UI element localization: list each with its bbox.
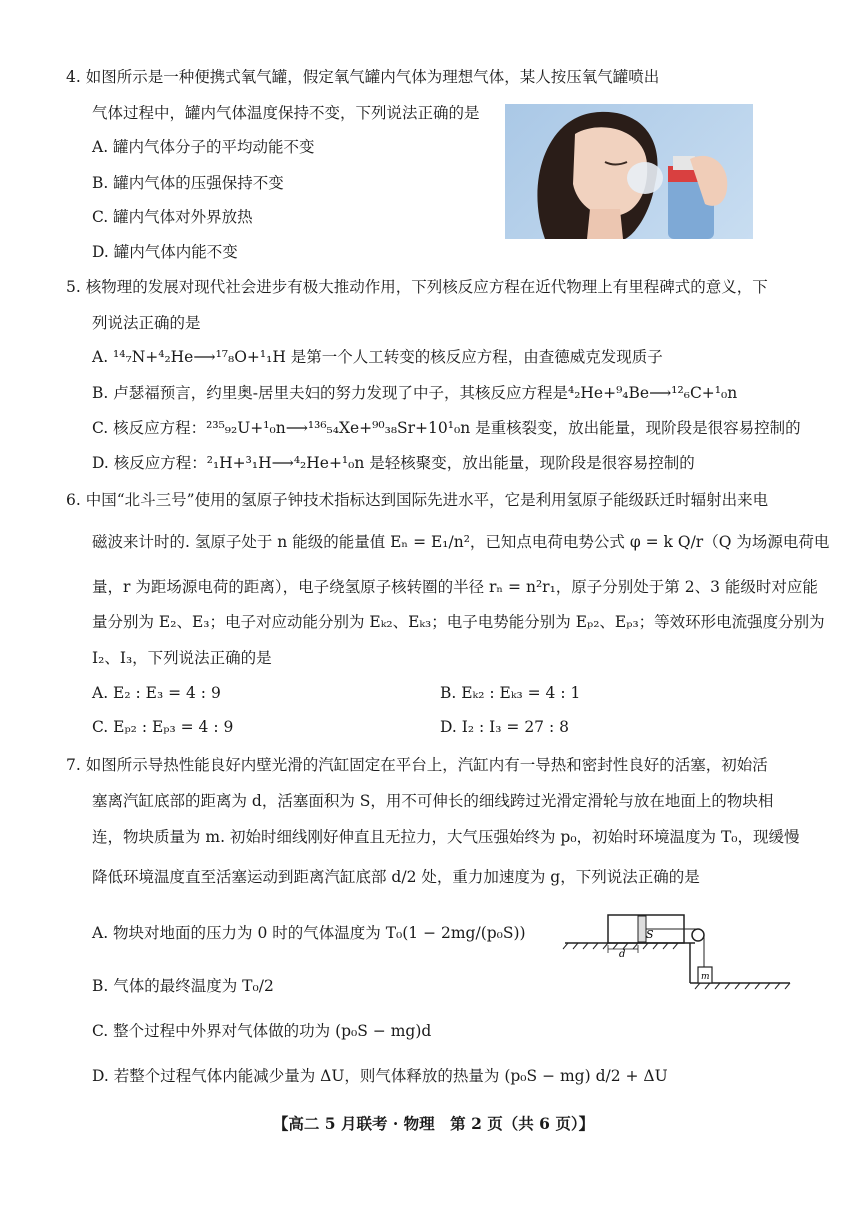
q7-stem-line4: 降低环境温度直至活塞运动到距离汽缸底部 d/2 处，重力加速度为 g，下列说法正确的是 xyxy=(92,868,700,886)
q7-stem-line3: 连，物块质量为 m. 初始时细线刚好伸直且无拉力，大气压强始终为 p₀，初始时环境温度为 T₀，现缓慢 xyxy=(92,828,800,846)
q7-option-d: D. 若整个过程气体内能减少量为 ΔU，则气体释放的热量为 (p₀S − mg) d/2 + ΔU xyxy=(92,1067,668,1085)
q6-stem-line3: 量，r 为距场源电荷的距离），电子绕氢原子核转圈的半径 rₙ = n²r₁，原子分别处于第 2、3 能级时对应能 xyxy=(92,578,818,596)
q6-option-d: D. I₂ : I₃ = 27 : 8 xyxy=(440,718,569,736)
q6-stem-line5: I₂、I₃，下列说法正确的是 xyxy=(92,649,272,667)
page-footer: 【高二 5 月联考 · 物理 第 2 页（共 6 页）】 xyxy=(272,1114,595,1133)
q5-option-a: A. ¹⁴₇N+⁴₂He⟶¹⁷₈O+¹₁H 是第一个人工转变的核反应方程，由查德威克发现质子 xyxy=(92,348,663,366)
q6-option-c: C. Eₚ₂ : Eₚ₃ = 4 : 9 xyxy=(92,718,234,736)
q7-option-c: C. 整个过程中外界对气体做的功为 (p₀S − mg)d xyxy=(92,1022,432,1040)
q6-stem-line2: 磁波来计时的. 氢原子处于 n 能级的能量值 Eₙ = E₁/n²，已知点电荷电势公式 φ = k Q/r（Q 为场源电荷电 xyxy=(92,533,830,551)
block-mass-label: m xyxy=(701,972,710,982)
woman-inhaling-oxygen-illustration xyxy=(505,104,753,239)
q7-option-a: A. 物块对地面的压力为 0 时的气体温度为 T₀(1 − 2mg/(p₀S)) xyxy=(92,924,526,942)
q6-option-a: A. E₂ : E₃ = 4 : 9 xyxy=(92,684,221,702)
q6-option-b: B. Eₖ₂ : Eₖ₃ = 4 : 1 xyxy=(440,684,581,702)
distance-d-label: d xyxy=(619,949,626,960)
q7-option-b: B. 气体的最终温度为 T₀/2 xyxy=(92,977,274,995)
q4-option-a: A. 罐内气体分子的平均动能不变 xyxy=(92,138,315,156)
q4-stem-line1: 4. 如图所示是一种便携式氧气罐，假定氧气罐内气体为理想气体，某人按压氧气罐喷出 xyxy=(66,68,660,86)
q5-option-c: C. 核反应方程：²³⁵₉₂U+¹₀n⟶¹³⁶₅₄Xe+⁹⁰₃₈Sr+10¹₀n 是重核裂变，放出能量，现阶段是很容易控制的 xyxy=(92,419,801,437)
oxygen-can-photo xyxy=(505,104,753,239)
q7-stem-line2: 塞离汽缸底部的距离为 d，活塞面积为 S，用不可伸长的细线跨过光滑定滑轮与放在地面上的物块相 xyxy=(92,792,774,810)
cylinder-pulley-diagram xyxy=(560,905,795,995)
q4-option-c: C. 罐内气体对外界放热 xyxy=(92,208,253,226)
q5-stem-line1: 5. 核物理的发展对现代社会进步有极大推动作用，下列核反应方程在近代物理上有里程碑式的意义，下 xyxy=(66,278,768,296)
q6-stem-line1: 6. 中国“北斗三号”使用的氢原子钟技术指标达到国际先进水平，它是利用氢原子能级跃迁时辐射出来电 xyxy=(66,491,769,509)
q7-stem-line1: 7. 如图所示导热性能良好内壁光滑的汽缸固定在平台上，汽缸内有一导热和密封性良好的活塞，初始活 xyxy=(66,756,768,774)
q4-option-d: D. 罐内气体内能不变 xyxy=(92,243,238,261)
q5-stem-line2: 列说法正确的是 xyxy=(92,314,201,332)
q6-stem-line4: 量分别为 E₂、E₃；电子对应动能分别为 Eₖ₂、Eₖ₃；电子电势能分别为 Eₚ₂、Eₚ₃；等效环形电流强度分别为 xyxy=(92,613,825,631)
piston-area-label: S xyxy=(646,928,654,941)
q5-option-d: D. 核反应方程：²₁H+³₁H⟶⁴₂He+¹₀n 是轻核聚变，放出能量，现阶段是很容易控制的 xyxy=(92,454,695,472)
q5-option-b: B. 卢瑟福预言，约里奥-居里夫妇的努力发现了中子，其核反应方程是⁴₂He+⁹₄Be⟶¹²₆C+¹₀n xyxy=(92,384,738,402)
q4-option-b: B. 罐内气体的压强保持不变 xyxy=(92,174,284,192)
q4-stem-line2: 气体过程中，罐内气体温度保持不变，下列说法正确的是 xyxy=(92,104,480,122)
